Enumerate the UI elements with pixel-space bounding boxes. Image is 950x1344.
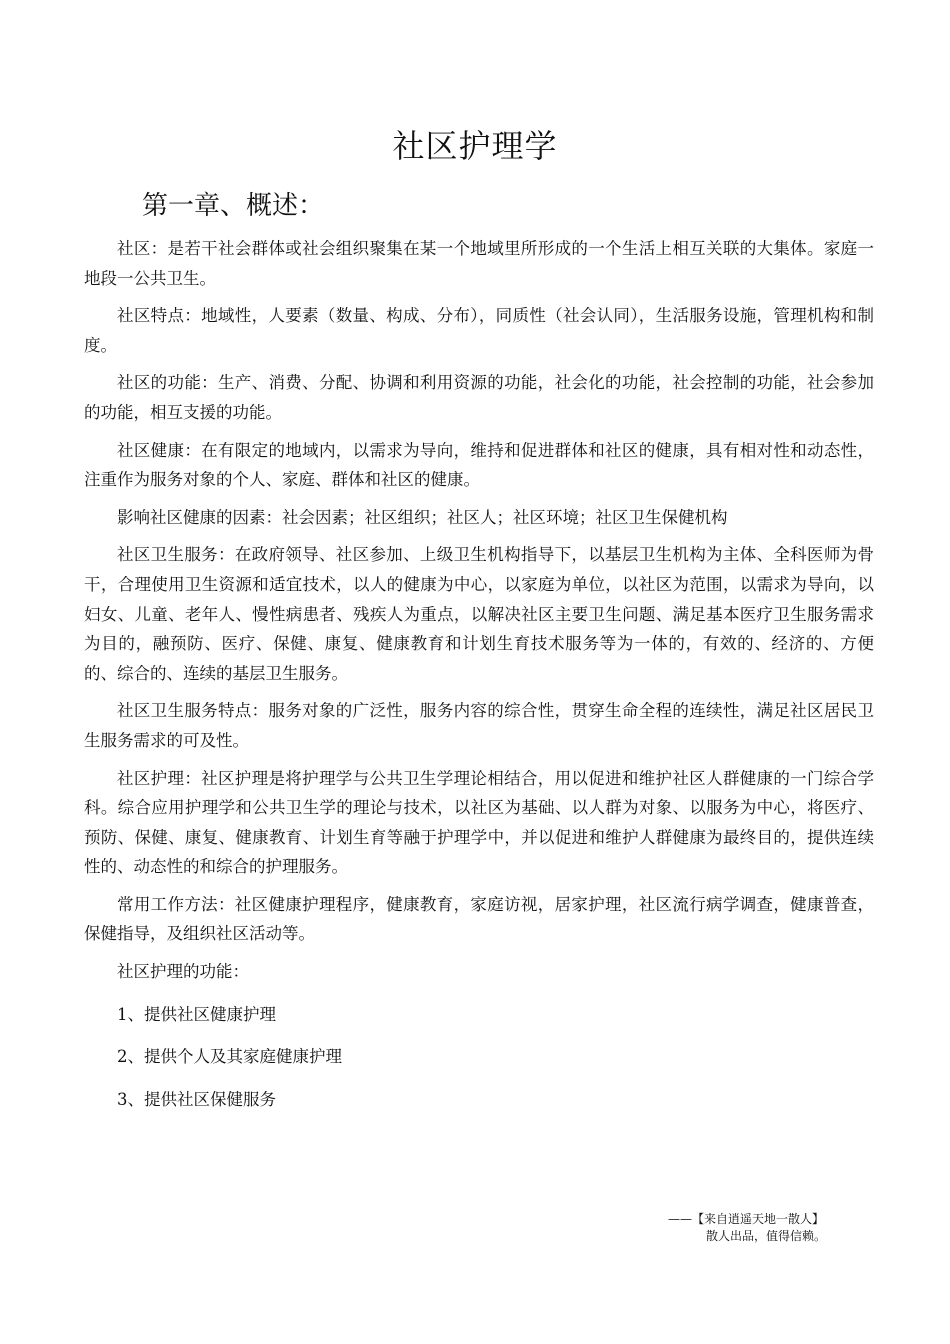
list-item: 3、提供社区保健服务: [117, 1089, 276, 1109]
paragraph-work-methods: 常用工作方法：社区健康护理程序，健康教育，家庭访视，居家护理，社区流行病学调查，健康普查，保健指导，及组织社区活动等。: [84, 894, 874, 944]
paragraph-community-definition: 社区：是若干社会群体或社会组织聚集在某一个地域里所形成的一个生活上相互关联的大集体。家庭一地段一公共卫生。: [84, 239, 874, 288]
paragraph-service-features: 社区卫生服务特点：服务对象的广泛性，服务内容的综合性，贯穿生命全程的连续性，满足社区居民卫生服务需求的可及性。: [84, 701, 874, 750]
body-text: [84, 234, 874, 1122]
page-title: 社区护理学: [392, 127, 558, 165]
paragraph-community-health: 社区健康：在有限定的地域内，以需求为导向，维持和促进群体和社区的健康，具有相对性和动态性，注重作为服务对象的个人、家庭、群体和社区的健康。: [84, 440, 874, 490]
paragraph-community-functions: 社区的功能：生产、消费、分配、协调和利用资源的功能，社会化的功能，社会控制的功能，社会参加的功能，相互支援的功能。: [84, 373, 874, 422]
list-item: 2、提供个人及其家庭健康护理: [117, 1047, 342, 1067]
paragraph-health-service: 社区卫生服务：在政府领导、社区参加、上级卫生机构指导下，以基层卫生机构为主体、全科医师为骨干，合理使用卫生资源和适宜技术，以人的健康为中心，以家庭为单位，以社区为范围，以需求为导向，以妇女、儿童、老年人、慢性病患者、残疾人为重点，以解决社区主要卫生问题、满足基本医疗卫生服务需求为目的，融预防、医疗、保健、康复、健康教育和计划生育技术服务等为一体的，有效的、经济的、方便的、综合的、连续的基层卫生服务。: [84, 545, 874, 683]
paragraph-nursing-functions-heading: 社区护理的功能：: [117, 962, 249, 982]
footer-note: [668, 1211, 826, 1245]
paragraph-community-features: 社区特点：地域性，人要素（数量、构成、分布），同质性（社会认同），生活服务设施，管理机构和制度。: [84, 306, 874, 355]
paragraph-community-nursing: 社区护理：社区护理是将护理学与公共卫生学理论相结合，用以促进和维护社区人群健康的一门综合学科。综合应用护理学和公共卫生学的理论与技术，以社区为基础、以人群为对象、以服务为中心，将医疗、预防、保健、康复、健康教育、计划生育等融于护理学中，并以促进和维护人群健康为最终目的，提供连续性的、动态性的和综合的护理服务。: [84, 768, 874, 877]
footer-attribution: ——【来自逍遥天地一散人】: [668, 1212, 825, 1226]
footer-tagline: 散人出品，值得信赖。: [706, 1229, 827, 1243]
list-item: 1、提供社区健康护理: [117, 1004, 276, 1024]
chapter-heading: 第一章、概述：: [142, 191, 325, 221]
paragraph-health-factors: 影响社区健康的因素：社会因素；社区组织；社区人；社区环境；社区卫生保健机构: [117, 507, 728, 527]
